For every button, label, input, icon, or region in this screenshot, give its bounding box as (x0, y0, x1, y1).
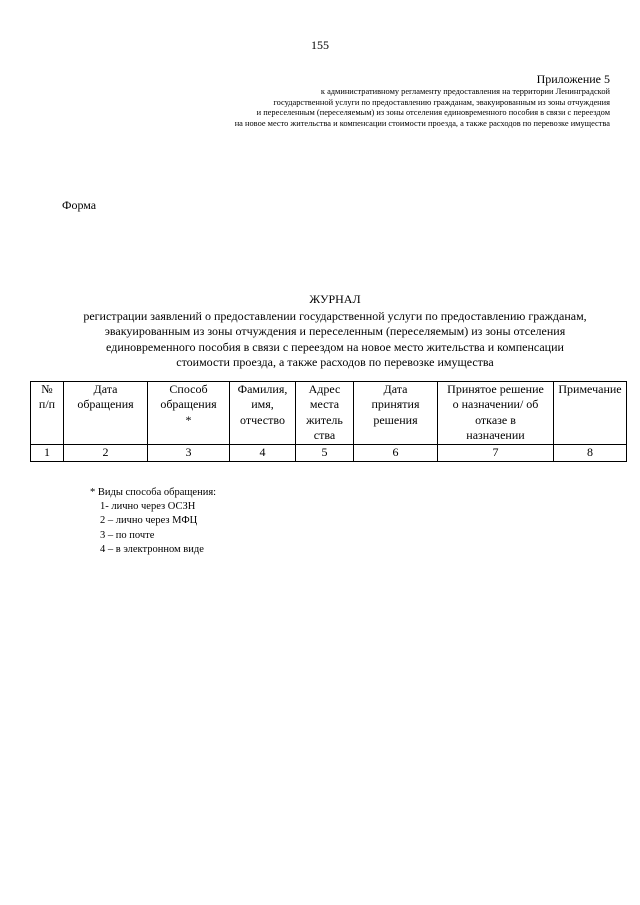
journal-subtitle-line: эвакуированным из зоны отчуждения и переселенным (переселяемым) из зоны отселения (104, 324, 566, 339)
column-number-cell: 3 (148, 444, 230, 461)
form-label: Форма (62, 198, 97, 212)
column-number-cell: 1 (31, 444, 64, 461)
appendix-line: к административному регламенту предоставления на территории Ленинградской (320, 87, 610, 96)
journal-subtitle-line: единовременного пособия в связи с переездом на новое место жительства и компенсации (106, 339, 564, 354)
column-header-note: Примечание (554, 382, 627, 445)
footnote-item: 3 – по почте (100, 529, 155, 541)
column-number-cell: 6 (354, 444, 438, 461)
column-header-date: Дата обращения (64, 382, 148, 445)
appendix-line: государственной услуги по предоставлению гражданам, эвакуированным из зоны отчуждения (273, 97, 610, 107)
journal-title: ЖУРНАЛ (309, 292, 361, 306)
column-header-method: Способ обращения * (148, 382, 230, 445)
column-header-decision: Принятое решение о назначении/ об отказе в назначении (438, 382, 554, 445)
footnote-item: 1- лично через ОСЗН (100, 501, 196, 513)
column-number-cell: 8 (554, 444, 627, 461)
registration-table (30, 381, 627, 462)
footnote (90, 486, 216, 557)
appendix-header (150, 72, 610, 129)
footnote-item: 2 – лично через МФЦ (100, 515, 198, 527)
footnote-item: 4 – в электронном виде (100, 543, 204, 555)
appendix-line: на новое место жительства и компенсации стоимости проезда, а также расходов по перевозке имущества (234, 118, 610, 128)
column-number-cell: 2 (64, 444, 148, 461)
column-number-cell: 5 (296, 444, 354, 461)
column-header-decision-date: Дата принятия решения (354, 382, 438, 445)
journal-subtitle-line: стоимости проезда, а также расходов по перевозке имущества (176, 355, 494, 370)
appendix-line: и переселенным (переселяемым) из зоны отселения единовременного пособия в связи с переездом (256, 108, 610, 117)
table-header-row (31, 382, 627, 445)
column-header-full-name: Фамилия, имя, отчество (230, 382, 296, 445)
appendix-title: Приложение 5 (536, 72, 610, 86)
column-number-cell: 7 (438, 444, 554, 461)
column-number-cell: 4 (230, 444, 296, 461)
footnote-title: * Виды способа обращения: (90, 487, 217, 498)
column-header-number: № п/п (31, 382, 64, 445)
journal-heading (40, 292, 630, 371)
table-row (31, 444, 627, 461)
journal-subtitle-line: регистрации заявлений о предоставлении государственной услуги по предоставлению гражданам, (83, 308, 587, 323)
column-header-address: Адрес места житель ства (296, 382, 354, 445)
page-number: 155 (311, 38, 329, 52)
